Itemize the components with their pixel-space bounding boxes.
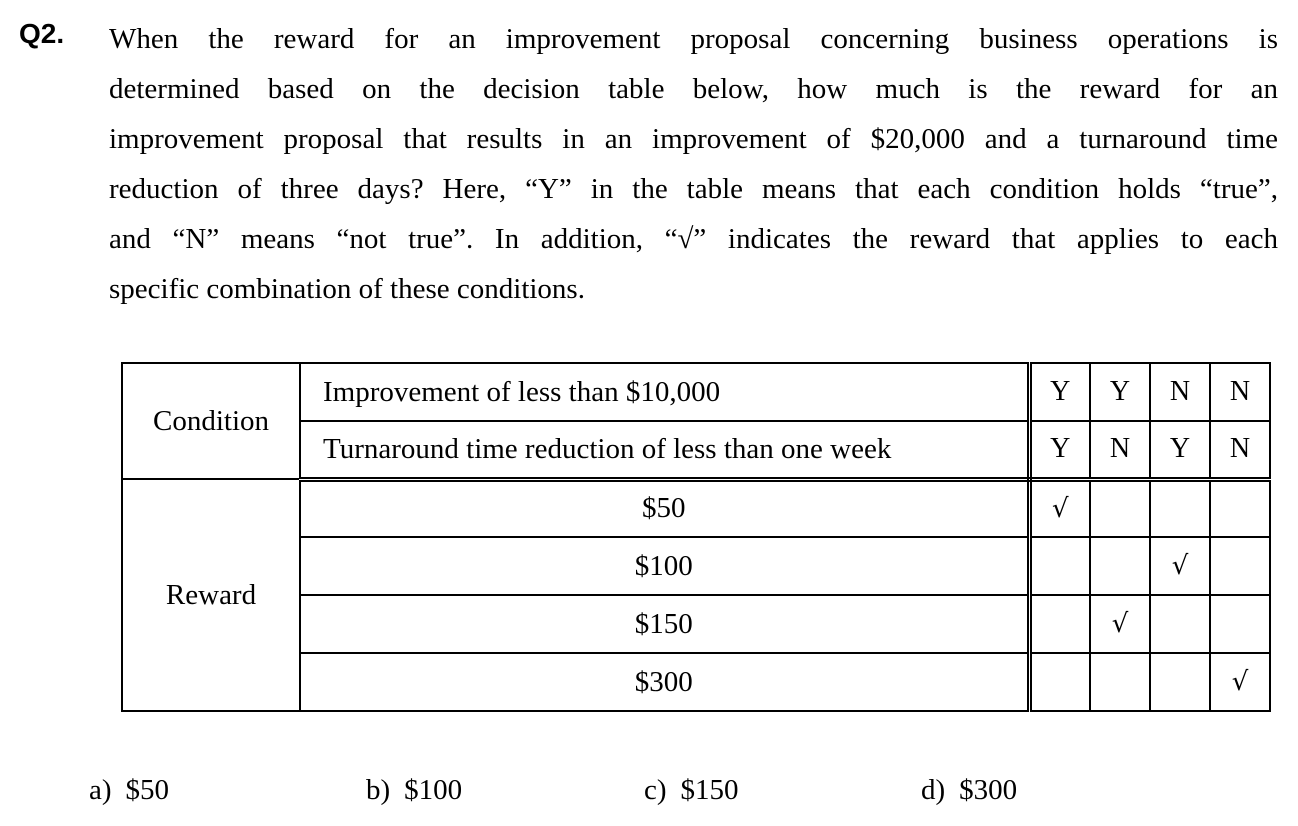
reward-label: $150 [300, 595, 1029, 653]
question-number: Q2. [19, 18, 65, 49]
check-mark-icon [1150, 595, 1210, 653]
condition-value: Y [1150, 421, 1210, 479]
condition-value: N [1090, 421, 1150, 479]
option-text: $300 [959, 774, 1018, 806]
check-mark-icon [1150, 479, 1210, 537]
question-line: improvement proposal that results in an improvement of $20,000 and a turnaround time [109, 123, 1278, 155]
check-mark-icon: √ [1150, 537, 1210, 595]
option-letter: a) [89, 774, 112, 806]
condition-value: N [1210, 363, 1270, 421]
check-mark-icon [1090, 479, 1150, 537]
option-b[interactable] [366, 768, 462, 812]
question-line: specific combination of these conditions. [109, 273, 585, 305]
condition-row [122, 363, 1270, 421]
check-mark-icon [1029, 537, 1090, 595]
question-line: determined based on the decision table below, how much is the reward for an [109, 73, 1278, 105]
check-mark-icon [1210, 595, 1270, 653]
check-mark-icon [1210, 479, 1270, 537]
check-mark-icon [1090, 537, 1150, 595]
check-mark-icon [1150, 653, 1210, 711]
answer-options [0, 768, 1298, 812]
option-text: $150 [680, 774, 739, 806]
question-line: reduction of three days? Here, “Y” in the table means that each condition holds “true”, [109, 173, 1278, 205]
decision-table [121, 362, 1271, 712]
question-text [109, 14, 1278, 314]
check-mark-icon: √ [1210, 653, 1270, 711]
condition-value: N [1150, 363, 1210, 421]
option-c[interactable] [644, 768, 739, 812]
option-text: $50 [125, 774, 170, 806]
question-line: When the reward for an improvement proposal concerning business operations is [109, 23, 1278, 55]
condition-value: N [1210, 421, 1270, 479]
option-text: $100 [404, 774, 463, 806]
option-letter: d) [921, 774, 946, 806]
option-letter: b) [366, 774, 391, 806]
check-mark-icon [1210, 537, 1270, 595]
condition-header: Condition [122, 363, 300, 479]
condition-label: Turnaround time reduction of less than one week [300, 421, 1029, 479]
check-mark-icon [1029, 653, 1090, 711]
reward-label: $50 [300, 479, 1029, 537]
condition-value: Y [1029, 421, 1090, 479]
option-d[interactable] [921, 768, 1017, 812]
condition-value: Y [1090, 363, 1150, 421]
check-mark-icon: √ [1090, 595, 1150, 653]
reward-header: Reward [122, 479, 300, 711]
option-a[interactable] [89, 768, 169, 812]
condition-label: Improvement of less than $10,000 [300, 363, 1029, 421]
condition-value: Y [1029, 363, 1090, 421]
check-mark-icon [1029, 595, 1090, 653]
question-line: and “N” means “not true”. In addition, “√” indicates the reward that applies to each [109, 223, 1278, 255]
reward-row [122, 479, 1270, 537]
reward-label: $100 [300, 537, 1029, 595]
option-letter: c) [644, 774, 667, 806]
reward-label: $300 [300, 653, 1029, 711]
check-mark-icon [1090, 653, 1150, 711]
check-mark-icon: √ [1029, 479, 1090, 537]
